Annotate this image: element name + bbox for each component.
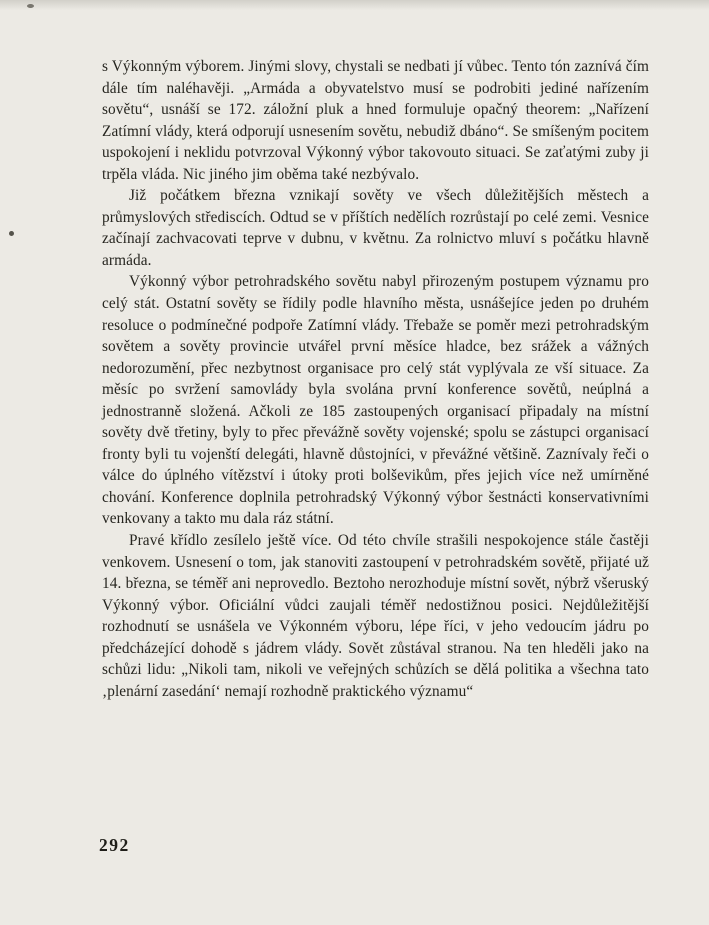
scan-speck <box>27 4 34 8</box>
paragraph: Výkonný výbor petrohradského sovětu nabyl přirozeným postupem významu pro celý stát. Ostatní sověty se řídily podle hlavního města, usnášejíce jeden po druhém resoluce o podmínečné podpoře Zatímní vlády. Třebaže se poměr mezi petrohradským sovětem a sověty provincie utvářel první měsíce hladce, bez srážek a vážných nedorozumění, přec nezbytnost organisace pro celý stát vyplývala ze vší situace. Za měsíc po svržení samovlády byla svolána první konference sovětů, neúplná a jednostranně složená. Ačkoli ze 185 zastoupených organisací připadaly na místní sověty dvě třetiny, byly to přec převážně sověty vojenské; spolu se zástupci organisací fronty byli tu vojenští delegáti, hlavně důstojníci, v převážné většině. Zaznívaly řeči o válce do úplného vítězství i útoky proti bolševikům, přes jejich více než umírněné chování. Konference doplnila petrohradský Výkonný výbor šestnácti konservativními venkovany a takto mu dala ráz státní. <box>102 273 649 528</box>
paragraph: s Výkonným výborem. Jinými slovy, chystali se nedbati jí vůbec. Tento tón zaznívá čím dále tím naléhavěji. „Armáda a obyvatelstvo musí se podrobiti jediné nařízením sovětu“, usnáší se 172. záložní pluk a hned formuluje opačný theorem: „Nařízení Zatímní vlády, která odporují usnesením sovětu, nebudiž dbáno“. Se smíšeným pocitem uspokojení i neklidu potvrzoval Výkonný výbor takovouto situaci. Se zaťatými zuby ji trpěla vláda. Nic jiného jim oběma také nezbývalo. <box>102 58 649 183</box>
page-number: 292 <box>99 835 130 855</box>
scan-edge-shadow <box>0 0 709 10</box>
scan-speck <box>9 231 14 236</box>
paragraph: Pravé křídlo zesílelo ještě více. Od této chvíle strašili nespokojence stále častěji venkovem. Usnesení o tom, jak stanoviti zastoupení v petrohradském sovětě, přijaté už 14. března, se téměř ani neprovedlo. Beztoho nerozhoduje místní sovět, nýbrž všeruský Výkonný výbor. Oficiální vůdci zaujali téměř nedostižnou posici. Nejdůležitější rozhodnutí se usnášela ve Výkonném výboru, lépe říci, v jeho vedoucím jádru po předcházející dohodě s jádrem vlády. Sovět zůstával stranou. Na ten hleděli jako na schůzi lidu: „Nikoli tam, nikoli ve veřejných schůzích se dělá politika a všechna tato ‚plenární zasedání‘ nemají rozhodně praktického významu“ <box>102 532 649 700</box>
paragraph: Již počátkem března vznikají sověty ve všech důležitějších městech a průmyslových střediscích. Odtud se v příštích nedělích rozrůstají po celé zemi. Vesnice začínají zachvacovati teprve v dubnu, v květnu. Za rolnictvo mluví s počátku hlavně armáda. <box>102 187 649 269</box>
text-block <box>102 56 649 702</box>
